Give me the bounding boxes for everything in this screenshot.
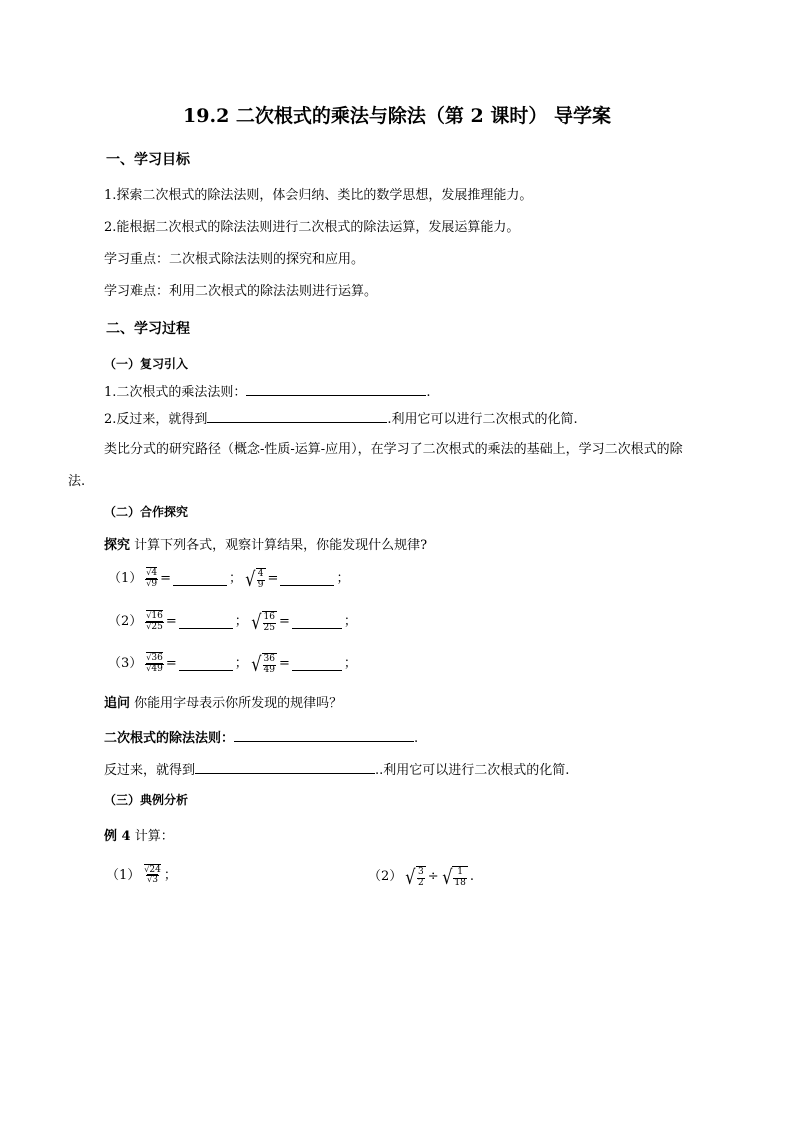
explore-text: 计算下列各式，观察计算结果，你能发现什么规律? — [130, 538, 428, 553]
followup-text: 你能用字母表示你所发现的规律吗？ — [130, 696, 343, 711]
section-heading-process: 二、学习过程 — [106, 321, 190, 337]
exercise-label: （2） — [108, 614, 143, 630]
numerator: √ 16 — [146, 610, 163, 621]
reverse-rule-text: 反过来，就得到 — [104, 763, 196, 778]
equals-sign: = — [278, 656, 290, 672]
answer-blank[interactable] — [292, 616, 342, 629]
denominator: √ 49 — [146, 663, 163, 674]
denominator: 25 — [263, 622, 275, 633]
part-heading-review: （一）复习引入 — [104, 357, 189, 371]
equals-sign: = — [165, 614, 177, 630]
root-of-fraction: √ $\frac{36}{49}$ — [251, 652, 275, 676]
example-item-label: （2） — [368, 869, 403, 885]
root-of-fraction: √ $\frac{3}{2}$ — [405, 865, 424, 889]
section-heading-goals: 一、学习目标 — [106, 152, 190, 168]
root-of-fraction: √ $\frac{4}{9}$ — [245, 567, 264, 591]
denominator: 49 — [263, 664, 275, 675]
root-quotient — [145, 569, 158, 589]
separator: ； — [163, 868, 177, 884]
equals-sign: = — [160, 571, 172, 587]
separator: ； — [234, 614, 248, 630]
answer-blank[interactable] — [179, 616, 233, 629]
denominator: 2 — [418, 877, 424, 888]
analogy-paragraph-line1: 类比分式的研究路径（概念-性质-运算-应用），在学习了二次根式的乘法的基础上，学习二次根式的除 — [104, 442, 683, 457]
numerator: √ 36 — [146, 652, 163, 663]
example-item-1 — [106, 866, 179, 886]
division-rule-blank[interactable] — [234, 729, 414, 742]
equals-sign: = — [165, 656, 177, 672]
example-label: 例 4 — [104, 829, 131, 844]
numerator: √ 4 — [146, 567, 157, 578]
page-title: 19.2 二次根式的乘法与除法（第 2 课时） 导学案 — [183, 105, 611, 127]
exercise-label: （3） — [108, 656, 143, 672]
separator: ； — [234, 656, 248, 672]
separator: ； — [229, 571, 243, 587]
followup-label: 追问 — [104, 696, 131, 711]
followup-question — [104, 696, 342, 712]
exercise-label: （1） — [108, 571, 143, 587]
answer-blank[interactable] — [179, 658, 233, 671]
denominator: 18 — [454, 877, 466, 888]
exercise-row-3 — [108, 653, 359, 675]
root-quotient — [143, 866, 162, 886]
review-q2-text: 2.反过来，就得到 — [104, 412, 208, 427]
answer-blank[interactable] — [292, 658, 342, 671]
numerator: 36 — [263, 654, 275, 665]
analogy-paragraph-line2: 法. — [68, 474, 86, 489]
review-q2 — [104, 410, 578, 428]
answer-blank[interactable] — [173, 573, 227, 586]
period: . — [469, 869, 475, 885]
answer-blank[interactable] — [280, 573, 334, 586]
goal-2: 2.能根据二次根式的除法法则进行二次根式的除法运算，发展运算能力。 — [104, 220, 520, 235]
numerator: 16 — [263, 612, 275, 623]
review-q1-suffix: . — [426, 385, 431, 400]
numerator: √ 24 — [144, 864, 161, 875]
reverse-rule-blank[interactable] — [195, 761, 375, 774]
review-q1-blank[interactable] — [246, 383, 426, 396]
denominator: 9 — [257, 579, 264, 590]
explore-label: 探究 — [104, 538, 131, 553]
exercise-row-1 — [108, 568, 351, 590]
goal-1: 1.探索二次根式的除法法则，体会归纳、类比的数学思想，发展推理能力。 — [104, 188, 533, 203]
division-rule-label: 二次根式的除法法则： — [104, 731, 235, 746]
numerator: 1 — [457, 867, 464, 878]
part-heading-examples: （三）典例分析 — [104, 793, 189, 807]
example-item-label: （1） — [106, 868, 141, 884]
review-q1 — [104, 383, 431, 401]
numerator: 4 — [257, 569, 264, 580]
review-q1-text: 1.二次根式的乘法法则： — [104, 385, 247, 400]
example-item-2 — [368, 866, 476, 888]
reverse-rule-suffix: ..利用它可以进行二次根式的化简. — [375, 763, 570, 778]
separator: ； — [343, 614, 357, 630]
root-of-fraction: √ $\frac{1}{18}$ — [441, 865, 466, 889]
denominator: √ 25 — [146, 621, 163, 632]
divide-sign: ÷ — [427, 869, 439, 885]
reverse-rule — [104, 761, 569, 779]
review-q2-suffix: .利用它可以进行二次根式的化简. — [387, 412, 578, 427]
numerator: 3 — [418, 867, 424, 878]
example-4-prompt — [104, 829, 174, 845]
example-text: 计算： — [130, 829, 174, 844]
root-quotient — [145, 612, 164, 632]
part-heading-explore: （二）合作探究 — [104, 505, 189, 519]
denominator: √ 3 — [147, 874, 158, 885]
equals-sign: = — [267, 571, 279, 587]
explore-prompt — [104, 538, 427, 554]
separator: ； — [343, 656, 357, 672]
division-rule-suffix: . — [414, 731, 419, 746]
root-of-fraction: √ $\frac{16}{25}$ — [251, 610, 275, 634]
key-point: 学习重点：二次根式除法法则的探究和应用。 — [104, 252, 365, 267]
root-quotient — [145, 654, 164, 674]
separator: ； — [336, 571, 350, 587]
denominator: √ 9 — [146, 578, 157, 589]
exercise-row-2 — [108, 611, 359, 633]
difficulty-point: 学习难点：利用二次根式的除法法则进行运算。 — [104, 284, 378, 299]
division-rule — [104, 729, 418, 747]
review-q2-blank[interactable] — [207, 410, 387, 423]
equals-sign: = — [278, 614, 290, 630]
